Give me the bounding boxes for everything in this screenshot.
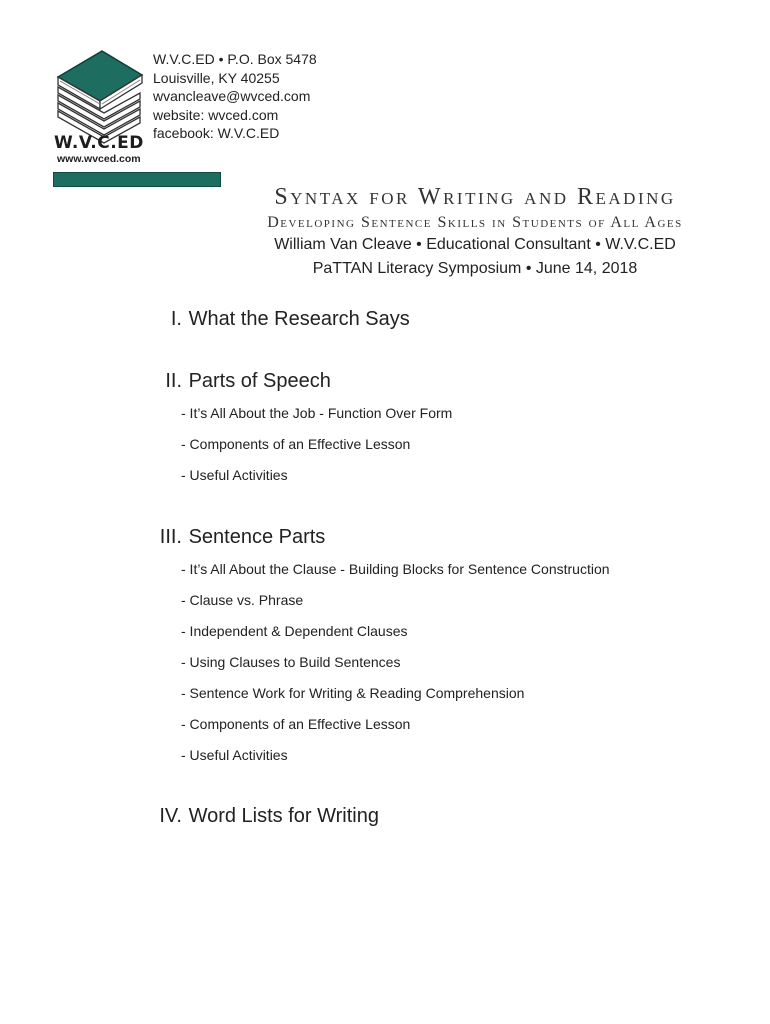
section-heading: [140, 308, 410, 331]
list-item: - Useful Activities: [181, 747, 288, 763]
contact-website[interactable]: website: wvced.com: [153, 106, 279, 123]
list-item: - Components of an Effective Lesson: [181, 716, 411, 732]
section-number: II.: [165, 370, 182, 392]
contact-city: Louisville, KY 40255: [153, 69, 280, 86]
list-item: - Independent & Dependent Clauses: [181, 623, 408, 639]
list-item: - It’s All About the Clause - Building Blocks for Sentence Construction: [181, 561, 610, 577]
logo-wordmark: W.V.C.ED: [54, 133, 144, 153]
section-title: What the Research Says: [188, 308, 410, 330]
document-title-text: Syntax for Writing and Reading: [274, 184, 676, 210]
section-title: Sentence Parts: [188, 526, 326, 548]
list-item: - Useful Activities: [181, 467, 288, 483]
section-heading: [140, 805, 379, 828]
contact-facebook[interactable]: facebook: W.V.C.ED: [153, 125, 280, 141]
list-item: - It’s All About the Job - Function Over Form: [181, 405, 453, 421]
section-number: I.: [170, 308, 182, 330]
contact-address: W.V.C.ED • P.O. Box 5478: [153, 51, 317, 67]
contact-email[interactable]: wvancleave@wvced.com: [153, 88, 311, 104]
section-number: IV.: [159, 805, 182, 827]
section-title: Parts of Speech: [188, 370, 331, 392]
section-number: III.: [159, 526, 182, 548]
contact-block: [153, 50, 317, 143]
section-title: Word Lists for Writing: [188, 805, 379, 827]
logo-url: www.wvced.com: [57, 153, 141, 165]
presenter-byline: William Van Cleave • Educational Consultant • W.V.C.ED: [274, 236, 676, 253]
green-accent-bar: [53, 172, 221, 187]
list-item: - Sentence Work for Writing & Reading Comprehension: [181, 685, 525, 701]
document-subtitle-text: Developing Sentence Skills in Students of All Ages: [267, 214, 683, 231]
list-item: - Components of an Effective Lesson: [181, 436, 411, 452]
document-title: [225, 184, 725, 211]
list-item: - Clause vs. Phrase: [181, 592, 304, 608]
section-heading: [140, 370, 331, 393]
section-heading: [140, 526, 325, 549]
event-line: PaTTAN Literacy Symposium • June 14, 2018: [312, 260, 638, 277]
document-subtitle: [225, 214, 725, 232]
list-item: - Using Clauses to Build Sentences: [181, 654, 401, 670]
